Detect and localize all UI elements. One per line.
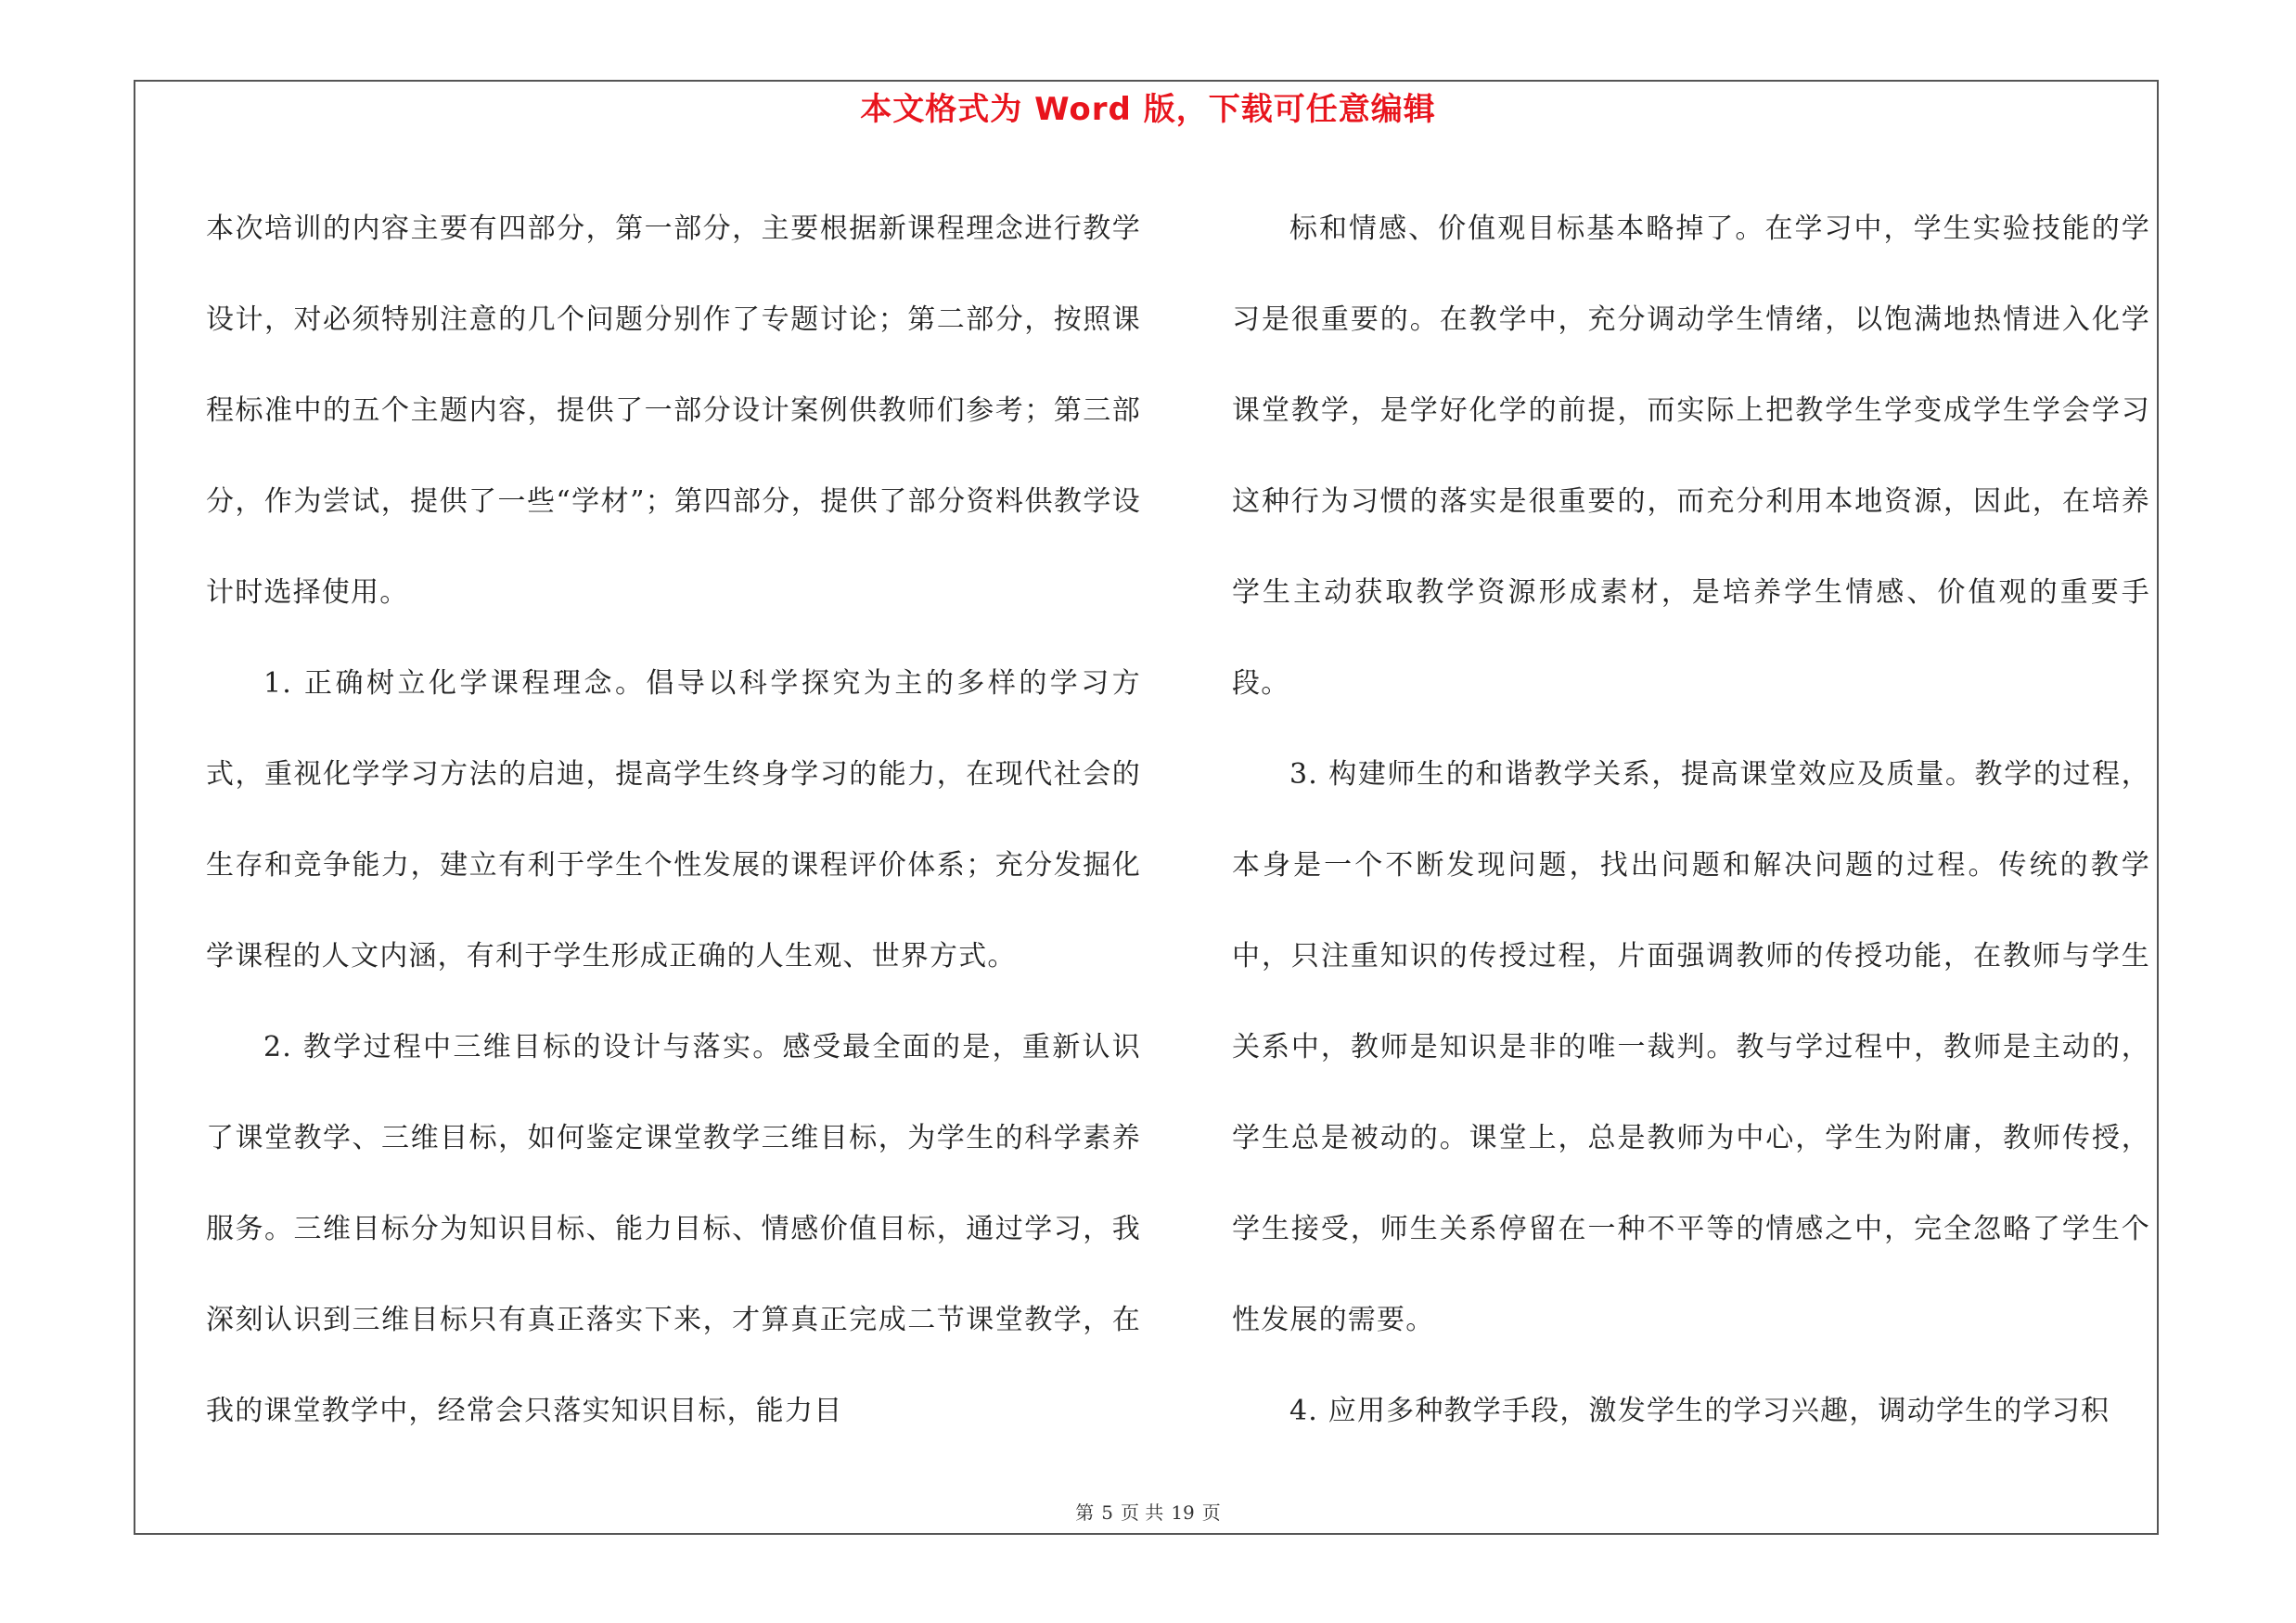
paragraph-point-1: 1. 正确树立化学课程理念。倡导以科学探究为主的多样的学习方式，重视化学学习方法的启迪，提高学生终身学习的能力，在现代社会的生存和竞争能力，建立有利于学生个性发展的课程评价体系；充分发掘化学课程的人文内涵，有利于学生形成正确的人生观、世界方式。 [206, 667, 1141, 973]
footer-total-pages: 19 [1171, 1501, 1195, 1524]
header-banner: 本文格式为 Word 版，下载可任意编辑 [860, 91, 1436, 128]
paragraph-point-3: 3. 构建师生的和谐教学关系，提高课堂效应及质量。教学的过程，本身是一个不断发现问题，找出问题和解决问题的过程。传统的教学中，只注重知识的传授过程，片面强调教师的传授功能，在教师与学生关系中，教师是知识是非的唯一裁判。教与学过程中，教师是主动的，学生总是被动的。课堂上，总是教师为中心，学生为附庸，教师传授，学生接受，师生关系停留在一种不平等的情感之中，完全忽略了学生个性发展的需要。 [1232, 758, 2150, 1336]
left-column [206, 184, 1141, 1457]
paragraph-intro: 本次培训的内容主要有四部分，第一部分，主要根据新课程理念进行教学设计，对必须特别注意的几个问题分别作了专题讨论；第二部分，按照课程标准中的五个主题内容，提供了一部分设计案例供教师们参考；第三部分，作为尝试，提供了一些“学材”；第四部分，提供了部分资料供教学设计时选择使用。 [206, 213, 1141, 609]
footer-suffix: 页 [1201, 1501, 1221, 1524]
paragraph-point-4: 4. 应用多种教学手段，激发学生的学习兴趣，调动学生的学习积 [1289, 1395, 2110, 1427]
right-column [1232, 184, 2150, 1457]
paragraph-point-2-continued: 标和情感、价值观目标基本略掉了。在学习中，学生实验技能的学习是很重要的。在教学中，充分调动学生情绪，以饱满地热情进入化学课堂教学，是学好化学的前提，而实际上把教学生学变成学生学会学习这种行为习惯的落实是很重要的，而充分利用本地资源，因此，在培养学生主动获取教学资源形成素材，是培养学生情感、价值观的重要手段。 [1232, 213, 2150, 700]
footer-current-page: 5 [1101, 1501, 1113, 1524]
footer-middle: 页 共 [1120, 1501, 1164, 1524]
page-footer [0, 1498, 2296, 1525]
paragraph-point-2: 2. 教学过程中三维目标的设计与落实。感受最全面的是，重新认识了课堂教学、三维目标，如何鉴定课堂教学三维目标，为学生的科学素养服务。三维目标分为知识目标、能力目标、情感价值目标，通过学习，我深刻认识到三维目标只有真正落实下来，才算真正完成二节课堂教学，在我的课堂教学中，经常会只落实知识目标，能力目 [206, 1031, 1141, 1427]
footer-prefix: 第 [1075, 1501, 1095, 1524]
